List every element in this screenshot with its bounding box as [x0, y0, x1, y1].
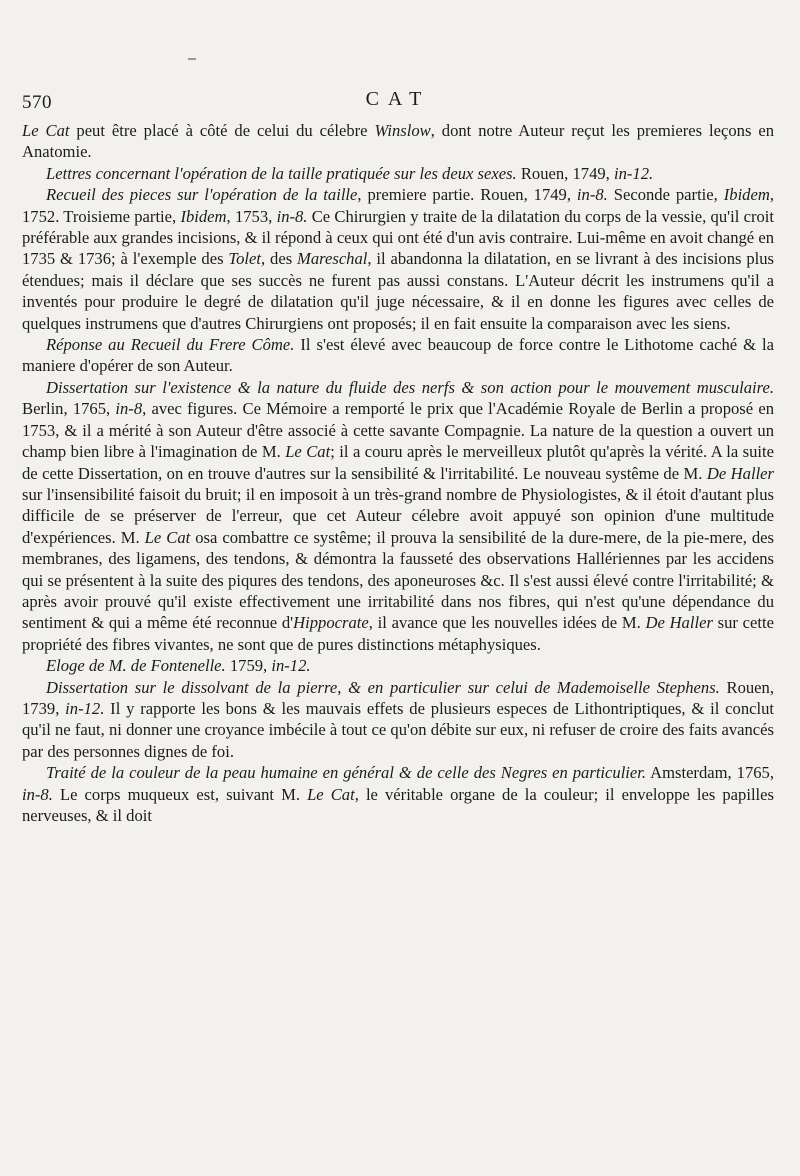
- ink-mark: [188, 58, 196, 60]
- italic-text: Le Cat: [144, 527, 191, 547]
- italic-text: Dissertation sur le dissolvant de la pierre, & en particulier sur celui de Mademoiselle Stephens.: [46, 677, 720, 697]
- bibliography-paragraph: [22, 120, 774, 163]
- text-run: 1759,: [225, 656, 272, 676]
- bibliography-paragraph: [22, 762, 774, 826]
- bibliography-paragraph: [22, 377, 774, 655]
- text-run: Il y rapporte les bons & les mauvais effets de plusieurs especes de Lithontriptiques, & il conclut qu'il ne faut, ni donner une croyance imbécile à tout ce qu'on débite sur eux, ni refuser de croire des faits avancés par des personnes dignes de foi.: [22, 698, 775, 761]
- italic-text: in-8.: [276, 206, 308, 226]
- italic-text: De Haller: [645, 613, 713, 633]
- italic-text: in-8: [115, 399, 143, 419]
- body-text: [22, 120, 774, 826]
- text-run: , il abandonna la dilatation, en se livrant à des incisions plus étendues; mais il déclare que ses succès ne furent pas aussi constans. L'Auteur décrit les instrumens qu'il a inventés pour produire le degré de dilatation qu'il juge nécessaire, & il en donne les figures avec celles de quelques instrumens que d'autres Chirurgiens ont proposés; il en fait ensuite la comparaison avec les siens.: [22, 249, 774, 333]
- bibliography-paragraph: [22, 677, 774, 763]
- italic-text: Eloge de M. de Fontenelle.: [46, 656, 226, 676]
- text-run: Amsterdam, 1765,: [646, 763, 774, 783]
- text-run: Il s'est élevé avec beaucoup de force contre le Lithotome caché & la maniere d'opérer de son Auteur.: [22, 335, 774, 376]
- text-run: , avec figures. Ce Mémoire a remporté le prix que l'Académie Royale de Berlin a proposé en 1753, & il a mérité à son Auteur d'être associé à cette savante Compagnie. La nature de la question a ouvert un champ bien libre à l'imagination de M.: [22, 399, 774, 462]
- text-run: peut être placé à côté de celui du célebre: [69, 121, 375, 140]
- text-run: Ce Chirurgien y traite de la dilatation du corps de la vessie, qu'il croit préférable aux grandes incisions, & il répond à ceux qui ont été d'un avis contraire. Lui-même en avoit changé en 1735 & 1736; à l'exemple des: [22, 206, 774, 269]
- italic-text: Recueil des pieces sur l'opération de la taille: [46, 185, 358, 205]
- italic-text: Ibidem: [180, 206, 227, 226]
- bibliography-paragraph: [22, 184, 774, 334]
- italic-text: in-12.: [613, 163, 654, 183]
- italic-text: Mareschal: [297, 249, 368, 269]
- italic-text: Réponse au Recueil du Frere Côme.: [46, 335, 295, 355]
- italic-text: in-8.: [22, 784, 53, 804]
- italic-text: Winslow: [374, 121, 431, 140]
- italic-text: Tolet: [228, 249, 262, 269]
- text-run: Le corps muqueux est, suivant M.: [52, 784, 308, 804]
- italic-text: Ibidem: [723, 185, 770, 205]
- italic-text: Lettres concernant l'opération de la taille pratiquée sur les deux sexes.: [46, 163, 517, 183]
- text-run: , il avance que les nouvelles idées de M.: [368, 613, 646, 633]
- bibliography-paragraph: [22, 334, 774, 377]
- italic-text: in-8.: [576, 185, 608, 205]
- text-run: , premiere partie. Rouen, 1749,: [357, 185, 577, 205]
- text-run: sur l'insensibilité faisoit du bruit; il en imposoit à un très-grand nombre de Physiologistes, & il étoit d'autant plus difficile de se préserver de l'erreur, que cet Auteur célebre avoit appuyé son opinion d'une multitude d'expériences. M.: [22, 484, 774, 547]
- text-run: , 1752. Troisieme partie,: [22, 185, 774, 226]
- running-head: CAT: [365, 88, 431, 110]
- text-run: osa combattre ce systême; il prouva la sensibilité de la dure-mere, de la pie-mere, des membranes, des ligamens, des tendons, & démontra la fausseté des observations Hallériennes par les accidens qui se présentent à la suite des piqures des tendons, des aponeuroses &c. Il s'est aussi élevé contre l'irritabilité; & après avoir prouvé qu'il existe effectivement une irritabilité dans nos fibres, qui n'est qu'une dépendance du sentiment & qui a même été reconnue d': [22, 527, 774, 633]
- italic-text: Dissertation sur l'existence & la nature du fluide des nerfs & son action pour le mouvement musculaire.: [46, 377, 774, 397]
- text-run: Rouen, 1739,: [22, 677, 774, 718]
- text-run: sur cette propriété des fibres vivantes, ne sont que de pures distinctions métaphysiques.: [22, 613, 774, 654]
- italic-text: in-12.: [65, 698, 105, 718]
- italic-text: Traité de la couleur de la peau humaine en général & de celle des Negres en particulier.: [46, 763, 647, 783]
- page-number: 570: [22, 92, 52, 113]
- text-run: Berlin, 1765,: [22, 399, 116, 419]
- text-run: , le véritable organe de la couleur; il enveloppe les papilles nerveuses, & il doit: [22, 784, 774, 825]
- italic-text: in-12.: [271, 656, 311, 676]
- italic-text: Le Cat: [22, 121, 70, 140]
- text-run: , des: [261, 249, 298, 269]
- italic-text: Le Cat: [307, 784, 355, 804]
- text-run: Rouen, 1749,: [516, 163, 614, 183]
- text-run: ; il a couru après le merveilleux plutôt qu'après la vérité. A la suite de cette Dissertation, on en trouve d'autres sur la sensibilité & l'irritabilité. Le nouveau systême de M.: [22, 442, 775, 483]
- bibliography-paragraph: [22, 163, 774, 184]
- italic-text: Hippocrate: [293, 613, 369, 633]
- text-run: , 1753,: [226, 206, 277, 226]
- text-run: , dont notre Auteur reçut les premieres leçons en Anatomie.: [22, 121, 775, 162]
- page-header: [22, 86, 774, 120]
- italic-text: Le Cat: [285, 442, 331, 462]
- bibliography-paragraph: [22, 655, 774, 676]
- italic-text: De Haller: [706, 463, 775, 483]
- text-run: Seconde partie,: [607, 185, 724, 205]
